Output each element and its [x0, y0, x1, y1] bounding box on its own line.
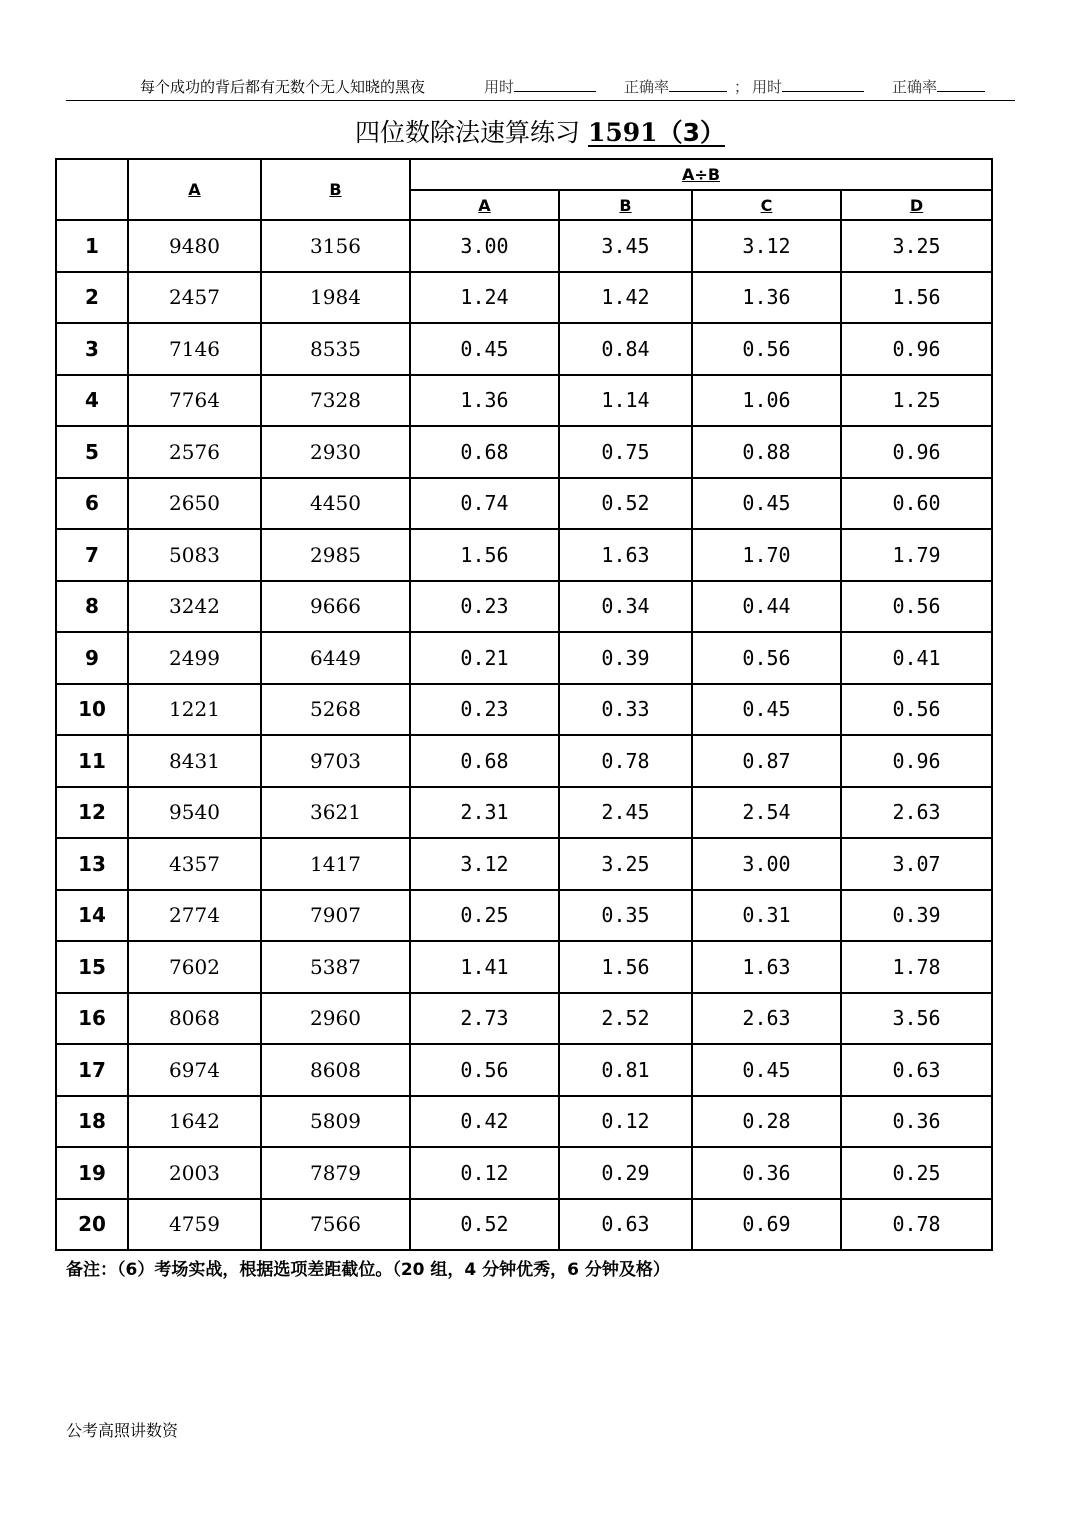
- value-a: 7764: [128, 375, 261, 427]
- table-row: [56, 993, 992, 1045]
- option-a[interactable]: 0.12: [410, 1147, 559, 1199]
- option-d[interactable]: 1.56: [841, 272, 992, 324]
- value-a: 3242: [128, 581, 261, 633]
- practice-table: [55, 158, 993, 1251]
- option-d[interactable]: 1.25: [841, 375, 992, 427]
- option-d[interactable]: 0.96: [841, 426, 992, 478]
- row-index: 15: [56, 941, 128, 993]
- value-b: 5809: [261, 1096, 410, 1148]
- value-b: 9703: [261, 735, 410, 787]
- time-blank-2[interactable]: [782, 74, 864, 92]
- time-label-1: 用时: [484, 74, 596, 100]
- value-b: 6449: [261, 632, 410, 684]
- row-index: 20: [56, 1199, 128, 1251]
- table-row: [56, 529, 992, 581]
- option-b-header: B: [559, 190, 692, 220]
- option-a[interactable]: 0.42: [410, 1096, 559, 1148]
- accuracy-blank-2[interactable]: [937, 74, 985, 92]
- option-d[interactable]: 1.79: [841, 529, 992, 581]
- value-b: 2985: [261, 529, 410, 581]
- option-d[interactable]: 3.07: [841, 838, 992, 890]
- option-d[interactable]: 3.25: [841, 220, 992, 272]
- option-a[interactable]: 0.52: [410, 1199, 559, 1251]
- option-a[interactable]: 0.68: [410, 735, 559, 787]
- option-a[interactable]: 0.68: [410, 426, 559, 478]
- table-row: [56, 581, 992, 633]
- table-row: [56, 1147, 992, 1199]
- table-row: [56, 220, 992, 272]
- value-a: 6974: [128, 1044, 261, 1096]
- table-row: [56, 684, 992, 736]
- option-a[interactable]: 0.21: [410, 632, 559, 684]
- option-b[interactable]: 1.42: [559, 272, 692, 324]
- row-index: 4: [56, 375, 128, 427]
- value-b: 3621: [261, 787, 410, 839]
- value-a: 2650: [128, 478, 261, 530]
- option-b[interactable]: 0.78: [559, 735, 692, 787]
- row-index: 13: [56, 838, 128, 890]
- option-b[interactable]: 0.33: [559, 684, 692, 736]
- row-index: 18: [56, 1096, 128, 1148]
- title-suffix: （3）: [657, 118, 725, 147]
- title-main: 四位数除法速算练习: [355, 118, 581, 147]
- option-d[interactable]: 0.96: [841, 323, 992, 375]
- value-a: 4759: [128, 1199, 261, 1251]
- table-row: [56, 1044, 992, 1096]
- option-d[interactable]: 0.78: [841, 1199, 992, 1251]
- option-c[interactable]: 1.70: [692, 529, 841, 581]
- table-row: [56, 941, 992, 993]
- value-b: 1984: [261, 272, 410, 324]
- option-c[interactable]: 3.00: [692, 838, 841, 890]
- accuracy-label-2: 正确率: [892, 74, 985, 100]
- table-row: [56, 426, 992, 478]
- table-row: [56, 323, 992, 375]
- option-d[interactable]: 3.56: [841, 993, 992, 1045]
- option-a[interactable]: 1.56: [410, 529, 559, 581]
- option-b[interactable]: 0.52: [559, 478, 692, 530]
- option-b[interactable]: 0.63: [559, 1199, 692, 1251]
- option-b[interactable]: 2.52: [559, 993, 692, 1045]
- value-b: 2960: [261, 993, 410, 1045]
- row-index: 3: [56, 323, 128, 375]
- table-row: [56, 1096, 992, 1148]
- option-c[interactable]: 0.36: [692, 1147, 841, 1199]
- value-a: 7602: [128, 941, 261, 993]
- option-b[interactable]: 0.75: [559, 426, 692, 478]
- option-a[interactable]: 0.25: [410, 890, 559, 942]
- option-c[interactable]: 0.88: [692, 426, 841, 478]
- row-index: 2: [56, 272, 128, 324]
- value-a: 1642: [128, 1096, 261, 1148]
- note: 备注：（6）考场实战，根据选项差距截位。（20 组，4 分钟优秀，6 分钟及格）: [66, 1260, 670, 1280]
- option-b[interactable]: 3.25: [559, 838, 692, 890]
- option-a[interactable]: 0.56: [410, 1044, 559, 1096]
- option-c[interactable]: 1.63: [692, 941, 841, 993]
- row-index: 11: [56, 735, 128, 787]
- value-b: 7566: [261, 1199, 410, 1251]
- value-a: 8068: [128, 993, 261, 1045]
- option-b[interactable]: 2.45: [559, 787, 692, 839]
- option-d[interactable]: 0.56: [841, 684, 992, 736]
- option-b[interactable]: 0.12: [559, 1096, 692, 1148]
- option-c[interactable]: 0.28: [692, 1096, 841, 1148]
- table-row: [56, 632, 992, 684]
- col-a-header: A: [128, 159, 261, 220]
- value-a: 2499: [128, 632, 261, 684]
- option-d[interactable]: 0.56: [841, 581, 992, 633]
- option-b[interactable]: 0.34: [559, 581, 692, 633]
- value-b: 4450: [261, 478, 410, 530]
- value-b: 3156: [261, 220, 410, 272]
- option-c[interactable]: 0.45: [692, 684, 841, 736]
- option-b[interactable]: 1.14: [559, 375, 692, 427]
- option-c[interactable]: 0.31: [692, 890, 841, 942]
- option-c[interactable]: 3.12: [692, 220, 841, 272]
- time-blank-1[interactable]: [514, 74, 596, 92]
- value-b: 1417: [261, 838, 410, 890]
- value-b: 9666: [261, 581, 410, 633]
- page-title: [0, 113, 1080, 149]
- option-b[interactable]: 1.63: [559, 529, 692, 581]
- option-c[interactable]: 0.44: [692, 581, 841, 633]
- row-index: 8: [56, 581, 128, 633]
- row-index: 6: [56, 478, 128, 530]
- separator: ；: [734, 78, 750, 96]
- col-b-header: B: [261, 159, 410, 220]
- row-index: 10: [56, 684, 128, 736]
- option-a[interactable]: 1.24: [410, 272, 559, 324]
- index-header: [56, 159, 128, 220]
- footer: 公考高照讲数资: [66, 1421, 179, 1440]
- option-a[interactable]: 0.45: [410, 323, 559, 375]
- row-index: 9: [56, 632, 128, 684]
- table-row: [56, 735, 992, 787]
- option-a[interactable]: 3.12: [410, 838, 559, 890]
- accuracy-label-1: 正确率: [624, 74, 727, 100]
- row-index: 7: [56, 529, 128, 581]
- value-b: 2930: [261, 426, 410, 478]
- value-a: 7146: [128, 323, 261, 375]
- option-a[interactable]: 0.74: [410, 478, 559, 530]
- option-a[interactable]: 0.23: [410, 581, 559, 633]
- motto: 每个成功的背后都有无数个无人知晓的黑夜: [140, 78, 426, 96]
- value-a: 1221: [128, 684, 261, 736]
- value-a: 2457: [128, 272, 261, 324]
- row-index: 19: [56, 1147, 128, 1199]
- table-row: [56, 272, 992, 324]
- row-index: 16: [56, 993, 128, 1045]
- value-b: 8608: [261, 1044, 410, 1096]
- option-c[interactable]: 0.45: [692, 1044, 841, 1096]
- option-c[interactable]: 0.45: [692, 478, 841, 530]
- option-a[interactable]: 3.00: [410, 220, 559, 272]
- accuracy-blank-1[interactable]: [669, 74, 727, 92]
- table-row: [56, 375, 992, 427]
- value-a: 9480: [128, 220, 261, 272]
- value-b: 7879: [261, 1147, 410, 1199]
- option-b[interactable]: 0.81: [559, 1044, 692, 1096]
- table-row: [56, 838, 992, 890]
- option-d[interactable]: 0.60: [841, 478, 992, 530]
- option-b[interactable]: 1.56: [559, 941, 692, 993]
- value-a: 2774: [128, 890, 261, 942]
- row-index: 12: [56, 787, 128, 839]
- option-d[interactable]: 0.63: [841, 1044, 992, 1096]
- title-number: 1591: [587, 118, 658, 147]
- value-a: 4357: [128, 838, 261, 890]
- option-c[interactable]: 0.87: [692, 735, 841, 787]
- option-a[interactable]: 2.73: [410, 993, 559, 1045]
- row-index: 1: [56, 220, 128, 272]
- option-d[interactable]: 2.63: [841, 787, 992, 839]
- option-d-header: D: [841, 190, 992, 220]
- division-group-header: A÷B: [410, 159, 992, 190]
- option-d[interactable]: 0.39: [841, 890, 992, 942]
- value-a: 8431: [128, 735, 261, 787]
- option-d[interactable]: 0.36: [841, 1096, 992, 1148]
- value-b: 5387: [261, 941, 410, 993]
- option-d[interactable]: 0.41: [841, 632, 992, 684]
- option-c[interactable]: 2.63: [692, 993, 841, 1045]
- option-d[interactable]: 0.96: [841, 735, 992, 787]
- option-b[interactable]: 0.39: [559, 632, 692, 684]
- option-a-header: A: [410, 190, 559, 220]
- row-index: 5: [56, 426, 128, 478]
- option-c[interactable]: 0.56: [692, 323, 841, 375]
- option-b[interactable]: 0.84: [559, 323, 692, 375]
- option-d[interactable]: 0.25: [841, 1147, 992, 1199]
- value-b: 7328: [261, 375, 410, 427]
- time-label-2: 用时: [752, 74, 864, 100]
- value-b: 7907: [261, 890, 410, 942]
- value-a: 2003: [128, 1147, 261, 1199]
- header-line: [66, 74, 1015, 101]
- value-a: 9540: [128, 787, 261, 839]
- row-index: 14: [56, 890, 128, 942]
- option-c[interactable]: 0.69: [692, 1199, 841, 1251]
- option-a[interactable]: 2.31: [410, 787, 559, 839]
- option-c[interactable]: 0.56: [692, 632, 841, 684]
- option-a[interactable]: 1.36: [410, 375, 559, 427]
- table-row: [56, 787, 992, 839]
- value-a: 5083: [128, 529, 261, 581]
- table-row: [56, 478, 992, 530]
- option-c[interactable]: 1.06: [692, 375, 841, 427]
- option-b[interactable]: 0.35: [559, 890, 692, 942]
- option-b[interactable]: 0.29: [559, 1147, 692, 1199]
- option-c[interactable]: 2.54: [692, 787, 841, 839]
- option-c-header: C: [692, 190, 841, 220]
- value-b: 5268: [261, 684, 410, 736]
- value-b: 8535: [261, 323, 410, 375]
- table-row: [56, 1199, 992, 1251]
- table-row: [56, 890, 992, 942]
- option-a[interactable]: 0.23: [410, 684, 559, 736]
- option-d[interactable]: 1.78: [841, 941, 992, 993]
- value-a: 2576: [128, 426, 261, 478]
- option-a[interactable]: 1.41: [410, 941, 559, 993]
- option-c[interactable]: 1.36: [692, 272, 841, 324]
- row-index: 17: [56, 1044, 128, 1096]
- option-b[interactable]: 3.45: [559, 220, 692, 272]
